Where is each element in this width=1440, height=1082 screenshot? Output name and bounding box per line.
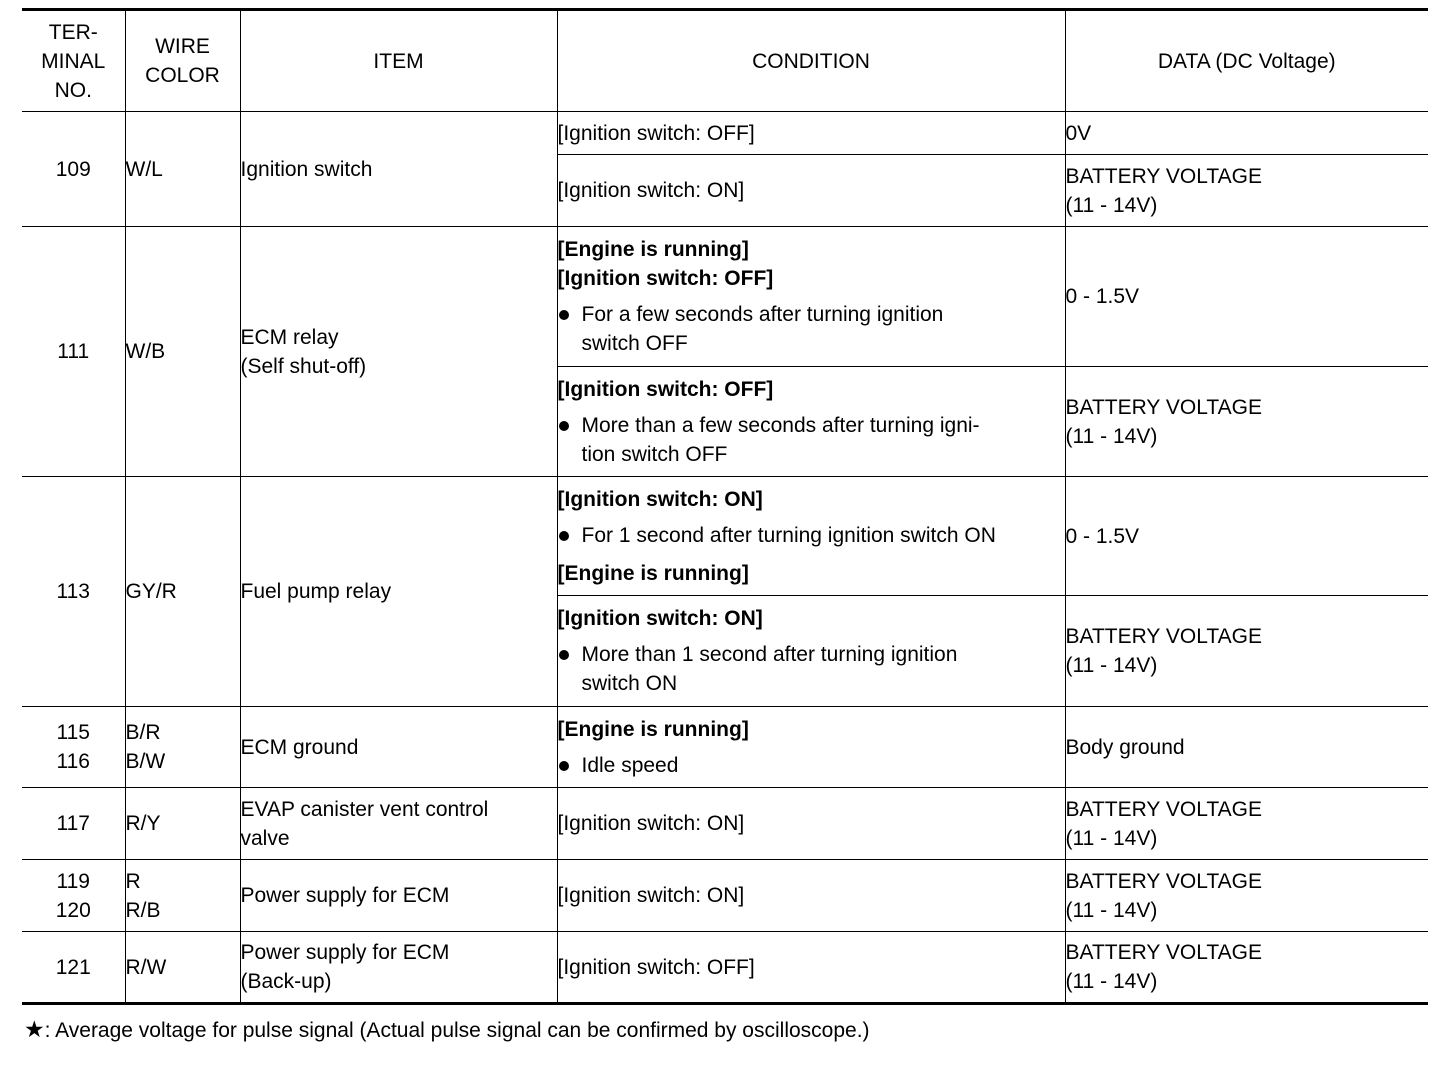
data-line: BATTERY VOLTAGE — [1065, 869, 1262, 893]
bullet-dot-icon — [559, 421, 569, 431]
terminal-line: 119 — [56, 869, 90, 893]
condition-cell — [557, 707, 1065, 788]
data-line: (11 - 14V) — [1065, 970, 1158, 993]
bullet-item — [558, 411, 1065, 469]
terminal-line: 116 — [56, 750, 90, 773]
terminal-cell: 117 — [22, 788, 125, 860]
terminal-cell: 113 — [22, 477, 125, 707]
bullet-line: tion switch OFF — [581, 442, 728, 466]
table-row — [22, 477, 1428, 596]
terminal-line: 120 — [55, 898, 91, 922]
header-terminal-line: MINAL — [41, 49, 106, 73]
wire-color-cell: W/L — [125, 112, 240, 227]
condition-line: [Engine is running] — [557, 717, 749, 741]
data-line: (11 - 14V) — [1065, 654, 1158, 677]
item-line: (Self shut-off) — [240, 354, 367, 378]
wire-color-cell: GY/R — [125, 477, 240, 707]
data-line: (11 - 14V) — [1065, 898, 1158, 922]
data-line: (11 - 14V) — [1065, 424, 1158, 448]
header-wire-color — [125, 10, 240, 112]
terminal-cell: 111 — [22, 227, 125, 477]
data-cell: 0V — [1065, 112, 1428, 155]
condition-line: [Ignition switch: OFF] — [557, 377, 774, 401]
wire-color-cell — [125, 707, 240, 788]
item-line: valve — [240, 826, 290, 850]
condition-line: [Ignition switch: OFF] — [557, 267, 774, 290]
footnote-text: : Average voltage for pulse signal (Actual pulse signal can be confirmed by oscilloscope.) — [44, 1019, 870, 1042]
wire-color-cell: R/Y — [125, 788, 240, 860]
star-icon: ★ — [24, 1016, 45, 1042]
ecm-terminal-table — [22, 8, 1428, 1005]
header-data: DATA (DC Voltage) — [1065, 10, 1428, 112]
terminal-cell: 109 — [22, 112, 125, 227]
data-cell: 0 - 1.5V — [1065, 477, 1428, 596]
table-row — [22, 932, 1428, 1004]
condition-line: [Ignition switch: ON] — [557, 487, 763, 511]
condition-cell — [557, 367, 1065, 477]
bullet-item — [558, 300, 1065, 358]
data-line: BATTERY VOLTAGE — [1065, 395, 1262, 419]
data-line: (11 - 14V) — [1065, 193, 1158, 217]
item-line: ECM relay — [240, 325, 339, 349]
bullet-dot-icon — [559, 650, 569, 660]
table-row — [22, 788, 1428, 860]
terminal-cell — [22, 707, 125, 788]
table-row — [22, 112, 1428, 155]
bullet-dot-icon — [559, 531, 569, 541]
item-line: Power supply for ECM — [240, 941, 450, 964]
table-header-row — [22, 10, 1428, 112]
data-line: BATTERY VOLTAGE — [1065, 797, 1262, 821]
condition-cell — [557, 227, 1065, 367]
data-cell — [1065, 788, 1428, 860]
data-cell — [1065, 367, 1428, 477]
bullet-item — [558, 521, 1065, 550]
bullet-line: For a few seconds after turning ignition — [581, 303, 944, 326]
header-terminal-line: TER- — [48, 20, 98, 44]
condition-line: [Engine is running] — [557, 561, 749, 585]
header-wire-line: COLOR — [145, 64, 220, 87]
item-line: (Back-up) — [240, 970, 332, 993]
header-terminal-no — [22, 10, 125, 112]
condition-line: [Ignition switch: ON] — [557, 607, 763, 630]
bullet-line: For 1 second after turning ignition switch ON — [581, 523, 996, 547]
data-line: BATTERY VOLTAGE — [1065, 164, 1262, 188]
item-cell: ECM ground — [240, 707, 557, 788]
item-cell — [240, 227, 557, 477]
item-cell — [240, 932, 557, 1004]
wire-line: B/W — [125, 750, 166, 773]
data-cell: Body ground — [1065, 707, 1428, 788]
header-item: ITEM — [240, 10, 557, 112]
data-cell: 0 - 1.5V — [1065, 227, 1428, 367]
bullet-line: switch OFF — [581, 332, 688, 355]
header-terminal-line: NO. — [54, 78, 92, 102]
bullet-line: More than a few seconds after turning igni- — [581, 413, 980, 437]
data-cell — [1065, 860, 1428, 932]
wire-color-cell: R/W — [125, 932, 240, 1004]
bullet-line: More than 1 second after turning ignition — [581, 643, 958, 666]
bullet-line: switch ON — [581, 672, 678, 695]
terminal-cell — [22, 860, 125, 932]
bullet-dot-icon — [559, 310, 569, 320]
wire-color-cell: W/B — [125, 227, 240, 477]
bullet-item — [558, 751, 1065, 780]
data-cell — [1065, 932, 1428, 1004]
header-wire-line: WIRE — [155, 35, 210, 58]
condition-cell — [557, 477, 1065, 596]
data-line: (11 - 14V) — [1065, 826, 1158, 850]
wire-line: R — [125, 869, 141, 893]
table-row — [22, 860, 1428, 932]
wire-line: R/B — [125, 898, 161, 922]
data-line: BATTERY VOLTAGE — [1065, 625, 1262, 648]
table-row — [22, 707, 1428, 788]
data-cell — [1065, 155, 1428, 227]
condition-cell: [Ignition switch: OFF] — [557, 932, 1065, 1004]
bullet-line: Idle speed — [581, 753, 679, 777]
condition-cell: [Ignition switch: ON] — [557, 155, 1065, 227]
item-cell — [240, 788, 557, 860]
bullet-dot-icon — [559, 761, 569, 771]
condition-cell: [Ignition switch: ON] — [557, 860, 1065, 932]
footnote — [24, 1014, 870, 1046]
terminal-line: 115 — [56, 721, 90, 744]
condition-line: [Engine is running] — [557, 238, 749, 261]
item-line: EVAP canister vent control — [240, 797, 489, 821]
item-cell: Fuel pump relay — [240, 477, 557, 707]
bullet-item — [558, 640, 1065, 698]
terminal-cell: 121 — [22, 932, 125, 1004]
condition-cell — [557, 596, 1065, 707]
header-condition: CONDITION — [557, 10, 1065, 112]
item-cell: Power supply for ECM — [240, 860, 557, 932]
item-cell: Ignition switch — [240, 112, 557, 227]
condition-cell: [Ignition switch: OFF] — [557, 112, 1065, 155]
condition-cell: [Ignition switch: ON] — [557, 788, 1065, 860]
table-row — [22, 227, 1428, 367]
wire-color-cell — [125, 860, 240, 932]
wire-line: B/R — [125, 721, 161, 744]
data-cell — [1065, 596, 1428, 707]
data-line: BATTERY VOLTAGE — [1065, 941, 1262, 964]
